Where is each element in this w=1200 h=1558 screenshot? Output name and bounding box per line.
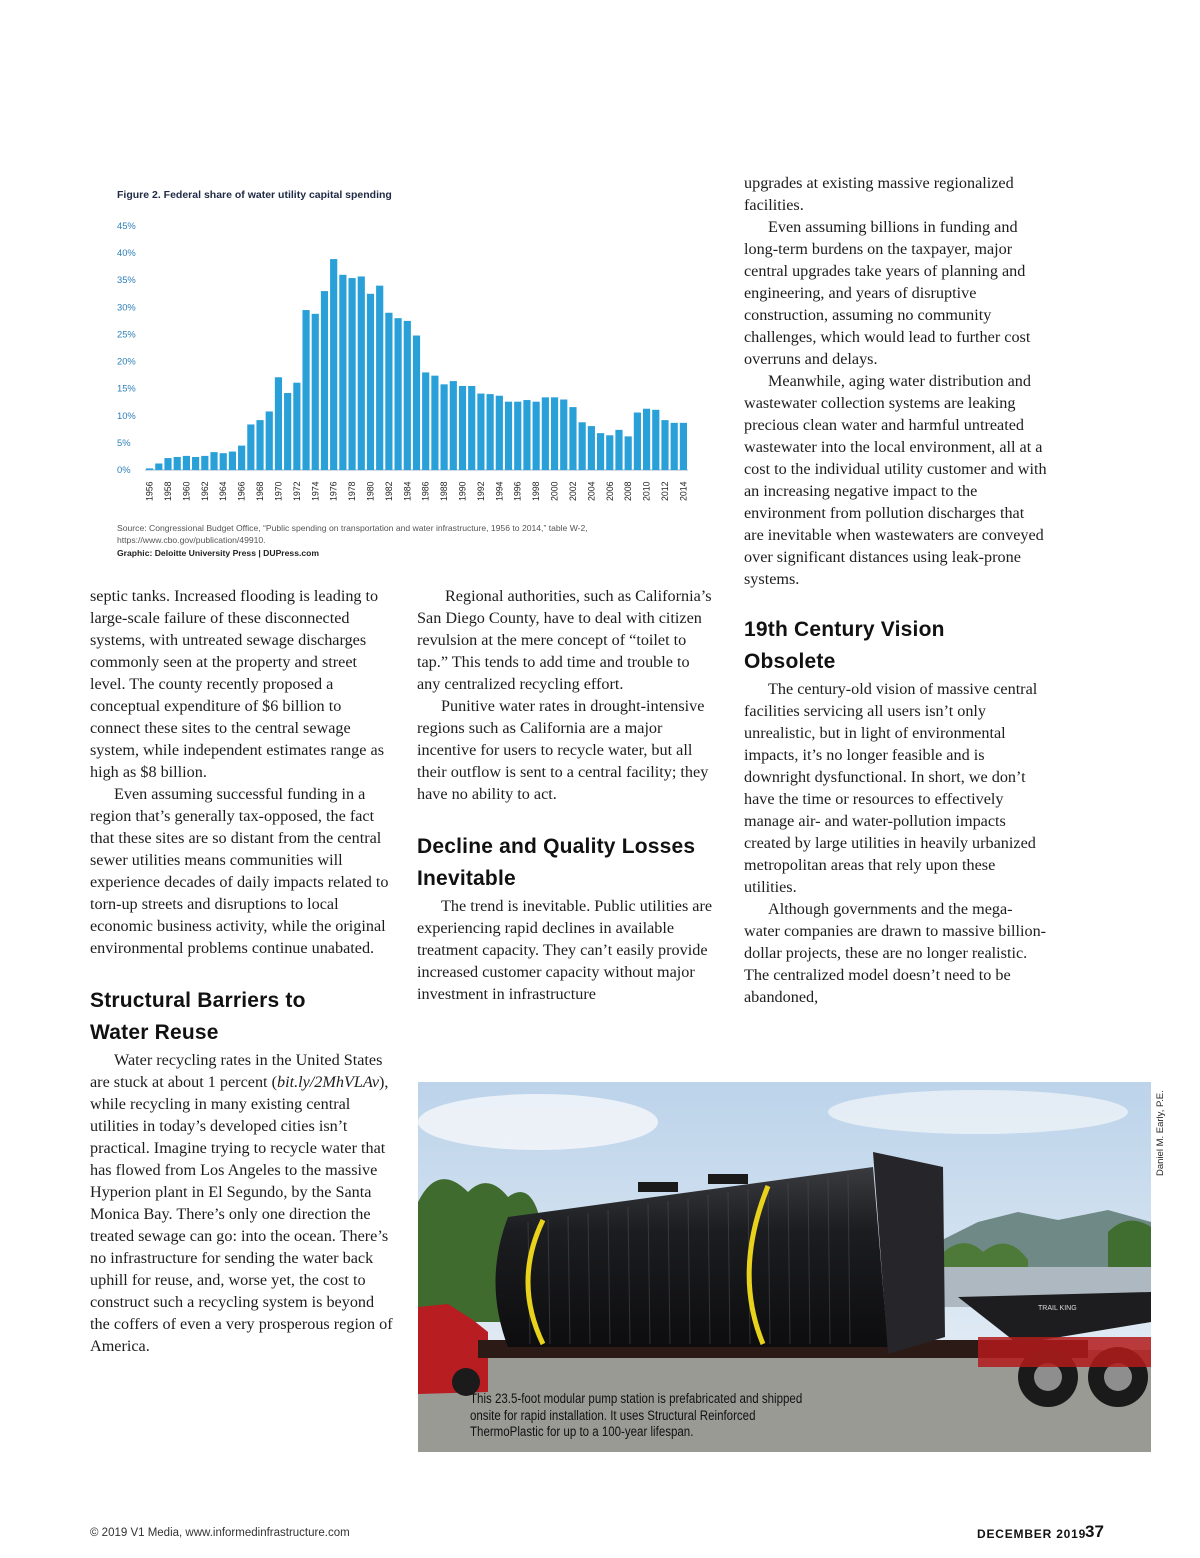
- bar-1989: [450, 381, 457, 470]
- x-tick-label: 1992: [475, 481, 486, 501]
- col1-paragraph-3: [90, 1049, 394, 1357]
- bar-2011: [652, 410, 659, 470]
- x-tick-label: 1956: [144, 481, 155, 501]
- bar-1962: [201, 456, 208, 470]
- cloud: [828, 1090, 1128, 1134]
- y-tick-label: 5%: [117, 436, 131, 448]
- bar-1988: [441, 384, 448, 470]
- heading-19th-century: 19th Century Vision Obsolete: [744, 618, 945, 673]
- tank-cradle: [708, 1174, 748, 1184]
- col3-paragraph-2: Even assuming billions in funding and long-term burdens on the taxpayer, major central upgrades take years of planning and engineering, and years of disruptive construction, assuming no community challenges, which would lead to further cost overruns and delays.: [744, 218, 1031, 368]
- bar-1974: [312, 314, 319, 470]
- footer-copyright: © 2019 V1 Media, www.informedinfrastructure.com: [90, 1527, 350, 1539]
- x-tick-label: 2008: [623, 481, 634, 501]
- bar-2010: [643, 409, 650, 470]
- x-tick-label: 1982: [383, 481, 394, 501]
- y-tick-label: 10%: [117, 409, 136, 421]
- bar-1959: [174, 457, 181, 470]
- x-tick-label: 1996: [512, 481, 523, 501]
- footer-page-number: 37: [1085, 1522, 1104, 1541]
- bar-1971: [284, 393, 291, 470]
- col2-paragraph-2: Punitive water rates in drought-intensive regions such as California are a major incentive for users to recycle water, but all their outflow is sent to a central facility; they have no ability to act.: [417, 697, 709, 803]
- column-1: [90, 585, 394, 1357]
- cloud: [418, 1094, 658, 1150]
- bar-1972: [293, 383, 300, 470]
- bar-2001: [560, 400, 567, 470]
- y-tick-label: 30%: [117, 301, 136, 313]
- x-tick-label: 1980: [365, 481, 376, 501]
- col3-paragraph-5: Although governments and the mega-water companies are drawn to massive billion-dollar projects, these are no longer realistic. The centralized model doesn’t need to be abandoned,: [744, 900, 1047, 1006]
- bar-1993: [487, 394, 494, 470]
- bar-2013: [671, 423, 678, 470]
- bar-1980: [367, 294, 374, 470]
- x-tick-label: 1988: [439, 481, 450, 501]
- bar-1986: [422, 372, 429, 470]
- photo-credit: Daniel M. Early, P.E.: [1155, 1090, 1166, 1176]
- x-tick-label: 2012: [659, 481, 670, 501]
- bar-2003: [579, 422, 586, 470]
- col1-p3-after: ), while recycling in many existing central utilities in today’s developed cities isn’t practical. Imagine trying to recycle water that has flowed from Los Angeles to the massive Hyperion plant in El Segundo, by the Santa Monica Bay. There’s only one direction the treated sewage can go: into the ocean. There’s no infrastructure for sending the water back uphill for reuse, and, worse yet, the cost to construct such a recycling system is beyond the coffers of even a very prosperous region of America.: [90, 1073, 393, 1355]
- bar-1985: [413, 336, 420, 470]
- x-tick-label: 1986: [420, 481, 431, 501]
- trailer-label: TRAIL KING: [1038, 1305, 1077, 1312]
- x-tick-label: 2002: [567, 481, 578, 501]
- x-tick-label: 1968: [255, 481, 266, 501]
- bar-1983: [395, 318, 402, 470]
- x-tick-label: 2000: [549, 481, 560, 501]
- figure-source-text: Source: Congressional Budget Office, “Public spending on transportation and water infrastructure, 1956 to 2014,” table W-2,: [117, 523, 588, 533]
- recycling-link[interactable]: bit.ly/2MhVLAv: [276, 1073, 380, 1091]
- x-tick-label: 1974: [310, 481, 321, 501]
- photo-caption: This 23.5-foot modular pump station is prefabricated and shipped onsite for rapid installation. It uses Structural Reinforced ThermoPlastic for up to a 100-year lifespan.: [470, 1391, 803, 1439]
- bar-2008: [625, 436, 632, 470]
- col1-p3-before: Water recycling rates in the United States are stuck at about 1 percent (: [90, 1051, 383, 1091]
- bar-1979: [358, 276, 365, 470]
- y-tick-label: 20%: [117, 355, 136, 367]
- x-tick-label: 1962: [199, 481, 210, 501]
- bar-1995: [505, 402, 512, 470]
- bar-1964: [220, 453, 227, 470]
- y-tick-label: 15%: [117, 382, 136, 394]
- bar-2000: [551, 397, 558, 470]
- bar-1966: [238, 446, 245, 470]
- bar-2006: [606, 435, 613, 470]
- y-tick-label: 45%: [117, 220, 136, 231]
- x-tick-label: 1984: [402, 481, 413, 501]
- col3-paragraph-1: upgrades at existing massive regionalized facilities.: [744, 174, 1014, 214]
- bar-1998: [533, 402, 540, 470]
- col3-paragraph-3: Meanwhile, aging water distribution and wastewater collection systems are leaking precious clean water and harmful untreated wastewater into the local environment, all at a cost to the individual utility customer and with an increasing negative impact to the environment from pollution discharges that are inevitable when wastewaters are conveyed over significant distances using leak-prone systems.: [744, 372, 1047, 588]
- x-tick-label: 1964: [218, 481, 229, 501]
- bar-2009: [634, 413, 641, 470]
- bar-2005: [597, 433, 604, 470]
- x-tick-label: 1994: [494, 481, 505, 501]
- bar-1960: [183, 456, 190, 470]
- column-2: [417, 585, 715, 1005]
- y-tick-label: 25%: [117, 328, 136, 340]
- column-3: [744, 172, 1048, 1008]
- bar-1968: [256, 420, 263, 470]
- x-tick-label: 2014: [678, 481, 689, 501]
- tank-cradle: [638, 1182, 678, 1192]
- heading-decline-quality: Decline and Quality Losses Inevitable: [417, 835, 696, 890]
- bar-1963: [210, 452, 217, 470]
- footer-issue-date: DECEMBER 2019: [977, 1527, 1087, 1541]
- trailer-fender: [978, 1337, 1151, 1367]
- col1-paragraph-2: Even assuming successful funding in a region that’s generally tax-opposed, the fact that these sites are so distant from the central sewer utilities means communities will experience decades of daily impacts related to torn-up streets and disruptions to local economic business activity, while the original environmental problems continue unabated.: [90, 785, 389, 957]
- bar-1973: [302, 310, 309, 470]
- bar-1987: [431, 376, 438, 470]
- bar-2007: [615, 430, 622, 470]
- bar-2012: [661, 420, 668, 470]
- figure-graphic-credit: Graphic: Deloitte University Press | DUPress.com: [117, 548, 320, 558]
- bar-1997: [523, 400, 530, 470]
- bar-1967: [247, 424, 254, 470]
- col2-paragraph-3: The trend is inevitable. Public utilities are experiencing rapid declines in available treatment capacity. They can’t easily provide increased customer capacity without major investment in infrastructure: [417, 897, 713, 1003]
- bar-1976: [330, 259, 337, 470]
- trailer-wheel-hub: [1104, 1363, 1132, 1391]
- federal-share-bar-chart: [100, 212, 700, 517]
- bar-2002: [569, 407, 576, 470]
- bar-1981: [376, 286, 383, 470]
- x-tick-label: 1970: [273, 481, 284, 501]
- col1-paragraph-1: septic tanks. Increased flooding is leading to large-scale failure of these disconnected systems, with untreated sewage discharges commonly seen at the property and street level. The county recently proposed a conceptual expenditure of $6 billion to connect these sites to the central sewage system, while independent estimates range as high as $8 billion.: [90, 587, 384, 781]
- bar-1961: [192, 457, 199, 470]
- bar-1984: [404, 321, 411, 470]
- bar-1969: [266, 411, 273, 470]
- bar-1970: [275, 377, 282, 470]
- bar-1957: [155, 463, 162, 470]
- heading-structural-barriers: Structural Barriers to Water Reuse: [90, 989, 306, 1044]
- y-tick-label: 35%: [117, 274, 136, 286]
- photo-pump-station: [418, 1082, 1151, 1452]
- bar-1958: [164, 458, 171, 470]
- bar-1977: [339, 275, 346, 470]
- y-tick-label: 40%: [117, 247, 136, 259]
- bar-1999: [542, 397, 549, 470]
- trailer-wheel-hub: [1034, 1363, 1062, 1391]
- x-tick-label: 2006: [604, 481, 615, 501]
- x-tick-label: 2010: [641, 481, 652, 501]
- bar-1992: [477, 394, 484, 470]
- bar-1956: [146, 468, 153, 470]
- figure-title: Figure 2. Federal share of water utility capital spending: [117, 189, 392, 201]
- bar-1982: [385, 313, 392, 470]
- col3-paragraph-4: The century-old vision of massive central facilities servicing all users isn’t only unrealistic, but in light of environmental impacts, it’s no longer feasible and is downright dysfunctional. In short, we don’t have the time or resources to effectively manage air- and water-pollution impacts created by large utilities in heavily urbanized metropolitan areas that rely upon these utilities.: [744, 680, 1038, 896]
- figure-source: [117, 523, 677, 560]
- x-tick-label: 1972: [291, 481, 302, 501]
- x-tick-label: 2004: [586, 481, 597, 501]
- x-tick-label: 1990: [457, 481, 468, 501]
- bar-1996: [514, 402, 521, 470]
- bar-1990: [459, 386, 466, 470]
- x-tick-label: 1976: [328, 481, 339, 501]
- bar-1978: [348, 278, 355, 470]
- figure-source-url[interactable]: https://www.cbo.gov/publication/49910.: [117, 534, 266, 545]
- x-tick-label: 1978: [347, 481, 358, 501]
- bar-2004: [588, 426, 595, 470]
- x-tick-label: 1960: [181, 481, 192, 501]
- x-tick-label: 1998: [531, 481, 542, 501]
- x-tick-label: 1966: [236, 481, 247, 501]
- bar-1975: [321, 291, 328, 470]
- y-tick-label: 0%: [117, 464, 131, 475]
- col2-paragraph-1: Regional authorities, such as California’s San Diego County, have to deal with citizen revulsion at the mere concept of “toilet to tap.” This tends to add time and trouble to any centralized recycling effort.: [417, 587, 712, 693]
- bar-1991: [468, 386, 475, 470]
- bar-1965: [229, 452, 236, 470]
- bar-2014: [680, 423, 687, 470]
- x-tick-label: 1958: [163, 481, 174, 501]
- bar-1994: [496, 396, 503, 470]
